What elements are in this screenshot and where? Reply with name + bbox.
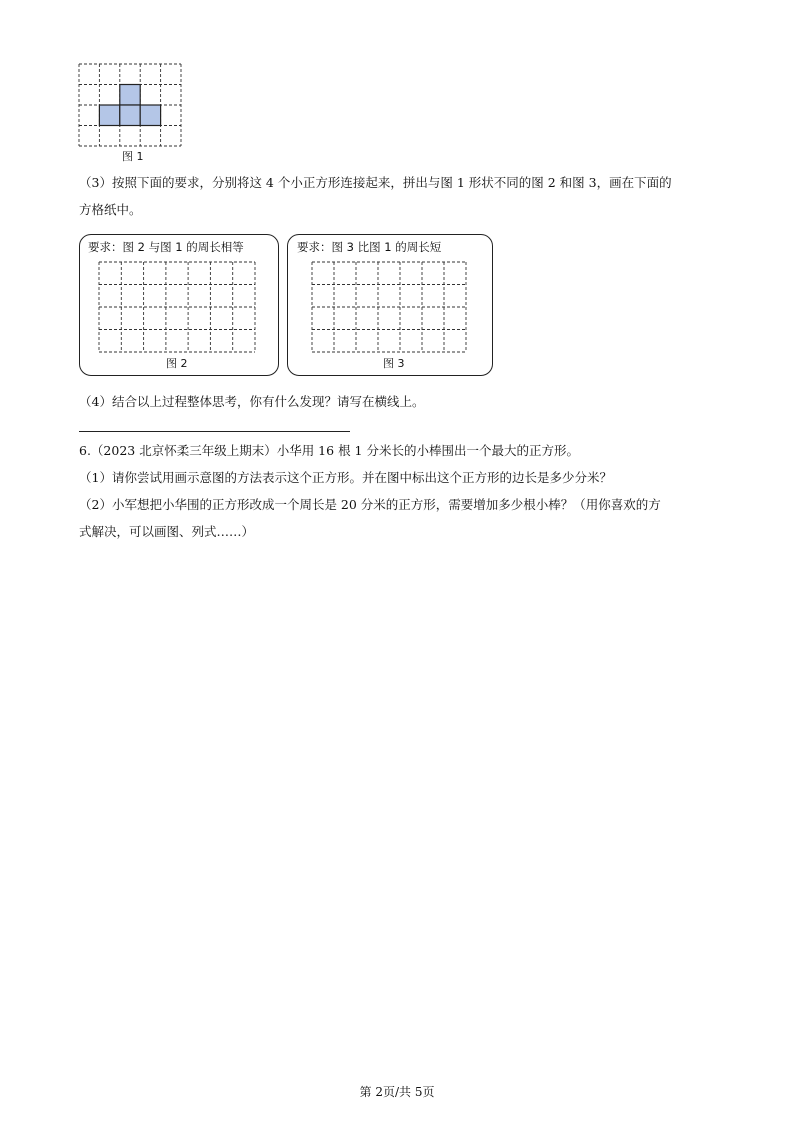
question3-line2: 方格纸中。	[79, 202, 142, 217]
question4-text: （4）结合以上过程整体思考，你有什么发现？请写在横线上。	[79, 394, 425, 409]
question3-line1: （3）按照下面的要求，分别将这 4 个小正方形连接起来，拼出与图 1 形状不同的图 2 和图 3，画在下面的	[79, 175, 672, 190]
page-number: 第 2页/共 5页	[359, 1085, 435, 1099]
problem6-part2-line2: 式解决，可以画图、列式……）	[79, 524, 255, 539]
problem6-header: 6.（2023 北京怀柔三年级上期末）小华用 16 根 1 分米长的小棒围出一个最大的正方形。	[79, 443, 579, 458]
problem6-part1: （1）请你尝试用画示意图的方法表示这个正方形。并在图中标出这个正方形的边长是多少分米？	[79, 470, 612, 485]
figure1-caption: 图 1	[122, 150, 144, 163]
figure1-t-shape	[99, 85, 160, 126]
figure2-grid[interactable]	[99, 262, 255, 352]
figure2-requirement: 要求：图 2 与图 1 的周长相等	[88, 240, 244, 254]
figure2-caption: 图 2	[166, 357, 188, 370]
answer-line[interactable]	[79, 431, 350, 432]
figure3-caption: 图 3	[383, 357, 405, 370]
problem6-part2-line1: （2）小军想把小华围的正方形改成一个周长是 20 分米的正方形，需要增加多少根小棒？（用你喜欢的方	[79, 497, 661, 512]
figure3-grid[interactable]	[312, 262, 466, 352]
figure1-grid	[79, 64, 182, 146]
figure3-requirement: 要求：图 3 比图 1 的周长短	[297, 240, 442, 254]
